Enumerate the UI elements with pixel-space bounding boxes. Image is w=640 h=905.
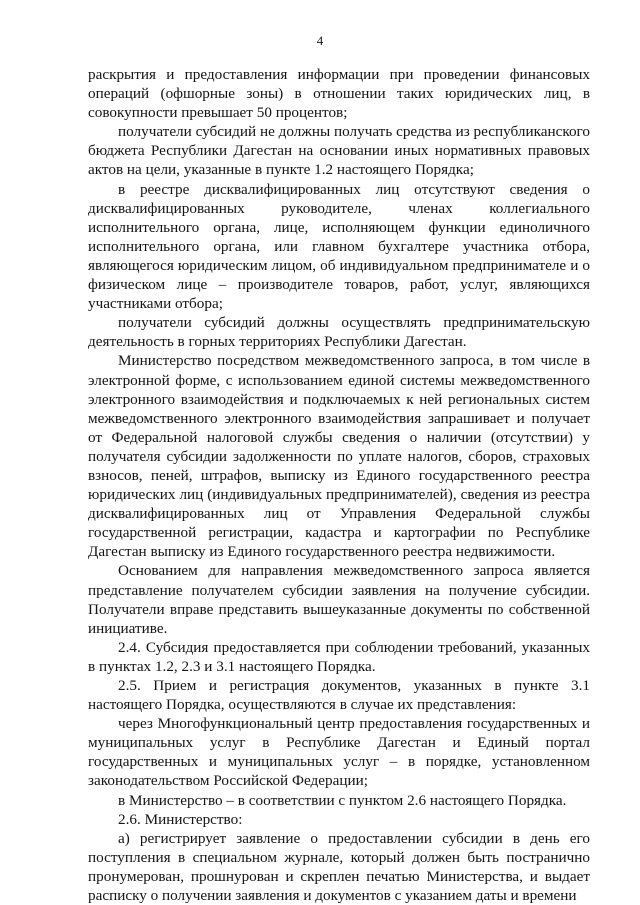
paragraph-clause-2-6: 2.6. Министерство: <box>118 810 243 828</box>
page-number: 4 <box>316 33 324 48</box>
paragraph-offshore-disclosure: раскрытия и предоставления информации при проведении финансовых операций (офшорные зоны) в отношении таких юридических лиц, в совокупности превышает 50 процентов; <box>88 66 590 122</box>
paragraph-ministry-submission: в Министерство – в соответствии с пунктом 2.6 настоящего Порядка. <box>118 791 567 809</box>
paragraph-disqualified-persons-registry: в реестре дисквалифицированных лиц отсутствуют сведения о дисквалифицированных руководителе, членах коллегиального исполнительного органа, лице, исполняющем функции единоличного исполнительного органа, или главном бухгалтере участника отбора, являющегося юридическим лицом, об индивидуальном предпринимателе и о физическом лице – производителе товаров, работ, услуг, являющихся участниками отбора; <box>88 180 590 313</box>
paragraph-request-basis: Основанием для направления межведомственного запроса является представление получателем субсидии заявления на получение субсидии. Получатели вправе представить вышеуказанные документы по собственной инициативе. <box>88 562 590 637</box>
paragraph-mfc-portal: через Многофункциональный центр предоставления государственных и муниципальных услуг в Республике Дагестан и Единый портал государственных и муниципальных услуг – в порядке, установленном законодательством Российской Федерации; <box>88 715 590 790</box>
paragraph-no-duplicate-funding: получатели субсидий не должны получать средства из республиканского бюджета Республики Дагестан на основании иных нормативных правовых актов на цели, указанные в пункте 1.2 настоящего Порядка; <box>88 123 590 179</box>
paragraph-mountain-territories: получатели субсидий должны осуществлять предпринимательскую деятельность в горных территориях Республики Дагестан. <box>88 314 590 351</box>
paragraph-clause-2-5: 2.5. Прием и регистрация документов, указанных в пункте 3.1 настоящего Порядка, осуществляются в случае их представления: <box>88 677 590 714</box>
paragraph-clause-2-4: 2.4. Субсидия предоставляется при соблюдении требований, указанных в пунктах 1.2, 2.3 и 3.1 настоящего Порядка. <box>88 638 590 675</box>
document-body <box>88 65 590 905</box>
paragraph-interagency-request: Министерство посредством межведомственного запроса, в том числе в электронной форме, с использованием единой системы межведомственного электронного взаимодействия и подключаемых к ней региональных систем межведомственного электронного взаимодействия запрашивает и получает от Федеральной налоговой службы сведения о наличии (отсутствии) у получателя субсидии задолженности по уплате налогов, сборов, страховых взносов, пеней, штрафов, выписку из Единого государственного реестра юридических лиц (индивидуальных предпринимателей), сведения из реестра дисквалифицированных лиц от Управления Федеральной службы государственной регистрации, кадастра и картографии по Республике Дагестан выписку из Единого государственного реестра недвижимости. <box>88 352 590 561</box>
paragraph-clause-2-6-a: а) регистрирует заявление о предоставлении субсидии в день его поступления в специальном журнале, который должен быть постранично пронумерован, прошнурован и скреплен печатью Министерства, и выдает расписку о получении заявления и документов с указанием даты и времени <box>88 829 590 905</box>
